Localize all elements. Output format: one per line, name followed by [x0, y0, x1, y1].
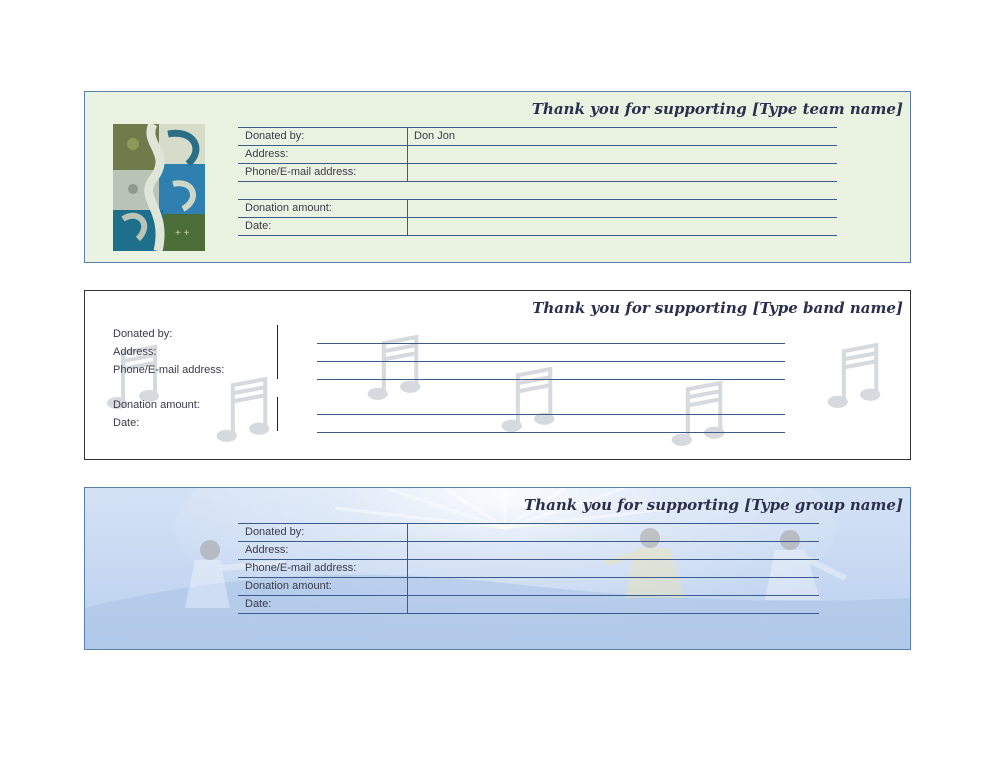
address-field[interactable]: [414, 148, 834, 162]
music-note-icon: [213, 373, 277, 449]
donated-by-field[interactable]: [317, 343, 785, 344]
receipt-title: Thank you for supporting [Type group name]: [524, 496, 903, 514]
contact-label: Phone/E-mail address:: [113, 364, 225, 376]
contact-field[interactable]: [414, 166, 834, 180]
music-note-icon: [669, 377, 731, 453]
date-label: Date:: [245, 220, 272, 232]
music-note-icon: [825, 339, 887, 415]
amount-label: Donation amount:: [245, 580, 332, 592]
contact-label: Phone/E-mail address:: [245, 562, 357, 574]
abstract-art-icon: [113, 124, 205, 251]
svg-text:+ +: + +: [175, 228, 190, 239]
group-donation-receipt: [84, 487, 911, 650]
amount-field[interactable]: [414, 202, 834, 216]
address-label: Address:: [113, 346, 157, 358]
receipt-title: Thank you for supporting [Type band name]: [532, 299, 903, 317]
donated-by-field[interactable]: [414, 526, 814, 540]
amount-label: Donation amount:: [113, 399, 200, 411]
date-label: Date:: [245, 598, 272, 610]
address-label: Address:: [245, 148, 289, 160]
amount-field[interactable]: [414, 580, 814, 594]
amount-field[interactable]: [317, 414, 785, 415]
donated-by-label: Donated by:: [245, 130, 305, 142]
address-label: Address:: [245, 544, 289, 556]
team-donation-receipt: [84, 91, 911, 263]
contact-label: Phone/E-mail address:: [245, 166, 357, 178]
amount-label: Donation amount:: [245, 202, 332, 214]
donated-by-field[interactable]: Don Jon: [414, 130, 455, 142]
address-field[interactable]: [317, 361, 785, 362]
receipt-title: Thank you for supporting [Type team name]: [531, 100, 903, 118]
contact-field[interactable]: [414, 562, 814, 576]
donated-by-label: Donated by:: [113, 328, 173, 340]
date-field[interactable]: [317, 432, 785, 433]
address-field[interactable]: [414, 544, 814, 558]
band-donation-receipt: [84, 290, 911, 460]
contact-field[interactable]: [317, 379, 785, 380]
date-field[interactable]: [414, 598, 814, 612]
donated-by-label: Donated by:: [245, 526, 305, 538]
date-field[interactable]: [414, 220, 834, 234]
music-note-icon: [499, 363, 561, 439]
date-label: Date:: [113, 417, 140, 429]
